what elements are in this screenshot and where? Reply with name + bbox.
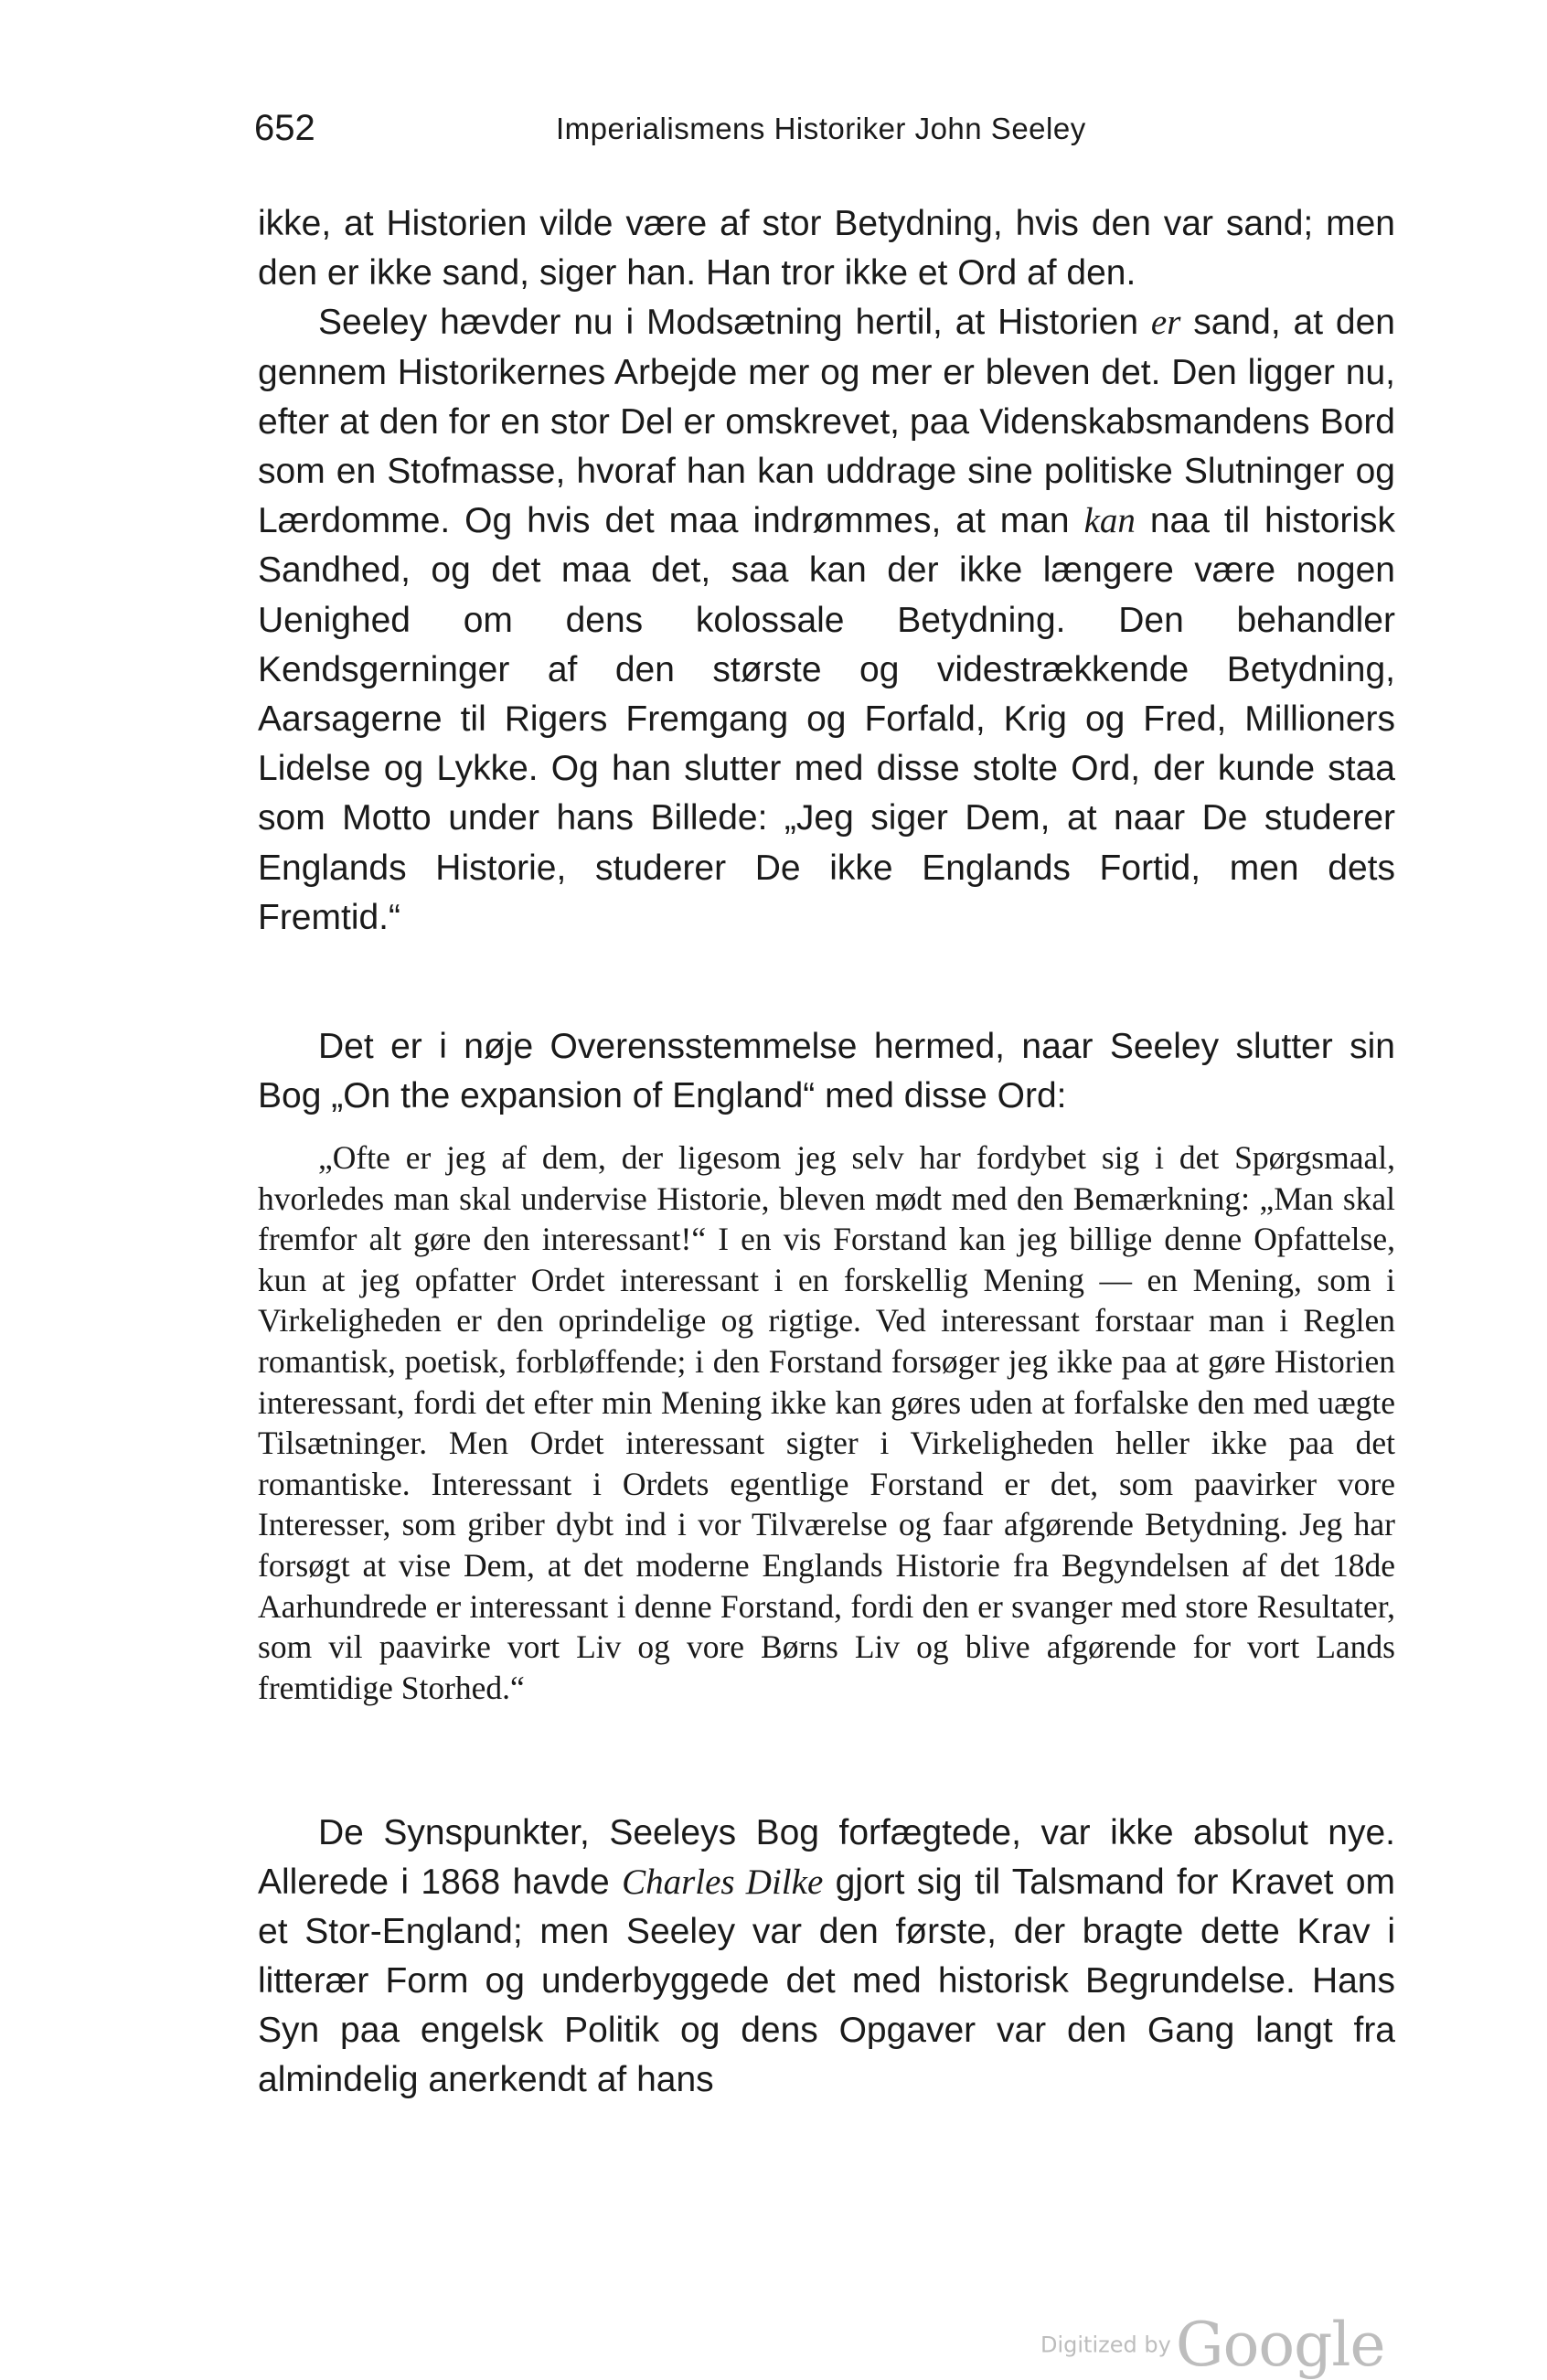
paragraph-2-end: naa til historisk Sandhed, og det maa det, saa kan der ikke længere være nogen Uenighed om dens kolossale Betydning. Den behandler Kendsgerninger af den største og videstrækkende Betydning, Aarsagerne til Rigers Fremgang og Forfald, Krig og Fred, Millioners Lidelse og Lykke. Og han slutter med disse stolte Ord, der kunde staa som Motto under hans Billede: „Jeg siger Dem, at naar De studerer Englands Historie, studerer De ikke Englands Fortid, men dets Fremtid.“ (258, 501, 1395, 937)
body-text-middle (258, 1022, 1395, 1120)
running-title: Imperialismens Historiker John Seeley (556, 112, 1086, 145)
emphasis-er: er (1150, 303, 1181, 343)
paragraph-2-start: Seeley hævder nu i Modsætning hertil, at Historien (318, 303, 1151, 343)
digitized-watermark (1040, 2310, 1385, 2380)
page-header (254, 108, 1392, 159)
emphasis-charles-dilke: Charles Dilke (622, 1862, 824, 1902)
paragraph-2 (258, 298, 1395, 943)
paragraph-4-start: De Synspunkter, Seeleys Bog forfægtede, var ikke absolut nye. Allerede i 1868 havde (258, 1813, 1395, 1902)
paragraph-1: ikke, at Historien vilde være af stor Betydning, hvis den var sand; men den er ikke sand, siger han. Han tror ikke et Ord af den. (258, 204, 1395, 293)
paragraph-3: Det er i nøje Overensstemmelse hermed, naar Seeley slutter sin Bog „On the expansion of England“ med disse Ord: (258, 1027, 1395, 1115)
body-text-upper (258, 199, 1395, 943)
paragraph-2-middle: sand, at den gennem Historikernes Arbejde mer og mer er bleven det. Den ligger nu, efter at den for en stor Del er omskrevet, paa Videnskabsmandens Bord som en Stofmasse, hvoraf han kan uddrage sine politiske Slutninger og Lærdomme. Og hvis det maa indrømmes, at man (258, 303, 1395, 541)
body-text-lower (258, 1809, 1395, 2105)
emphasis-kan: kan (1083, 501, 1136, 541)
quote-text: „Ofte er jeg af dem, der ligesom jeg selv har fordybet sig i det Spørgsmaal, hvorledes man skal undervise Historie, bleven mødt med den Bemærkning: „Man skal fremfor alt gøre den interessant!“ I en vis Forstand kan jeg billige denne Opfattelse, kun at jeg opfatter Ordet interessant i en forskellig Mening — en Mening, som i Virkeligheden er den oprindelige og rigtige. Ved interessant forstaar man i Reglen romantisk, poetisk, forbløffende; i den Forstand forsøger jeg ikke paa at gøre Historien interessant, fordi det efter min Mening ikke kan gøres uden at forfalske den med uægte Tilsætninger. Men Ordet interessant sigter i Virkeligheden heller ikke paa det romantiske. Interessant i Ordets egentlige Forstand er det, som paavirker vore Interesser, som griber dybt ind i vor Tilværelse og faar afgørende Betydning. Jeg har forsøgt at vise Dem, at det moderne Englands Historie fra Begyndelsen af det 18de Aarhundrede er interessant i denne Forstand, fordi den er svanger med store Resultater, som vil paavirke vort Liv og vore Børns Liv og blive afgørende for vort Lands fremtidige Storhed.“ (258, 1139, 1395, 1706)
paragraph-4-end: gjort sig til Talsmand for Kravet om et Stor-England; men Seeley var den første, der bragte dette Krav i litterær Form og underbyggede det med historisk Begrundelse. Hans Syn paa engelsk Politik og dens Opgaver var den Gang langt fra almindelig anerkendt af hans (258, 1862, 1395, 2099)
paragraph-4 (258, 1809, 1395, 2105)
block-quote (258, 1137, 1395, 1708)
google-logo: Google (1175, 2310, 1385, 2380)
page-number: 652 (254, 108, 315, 148)
watermark-prefix: Digitized by (1040, 2332, 1171, 2358)
